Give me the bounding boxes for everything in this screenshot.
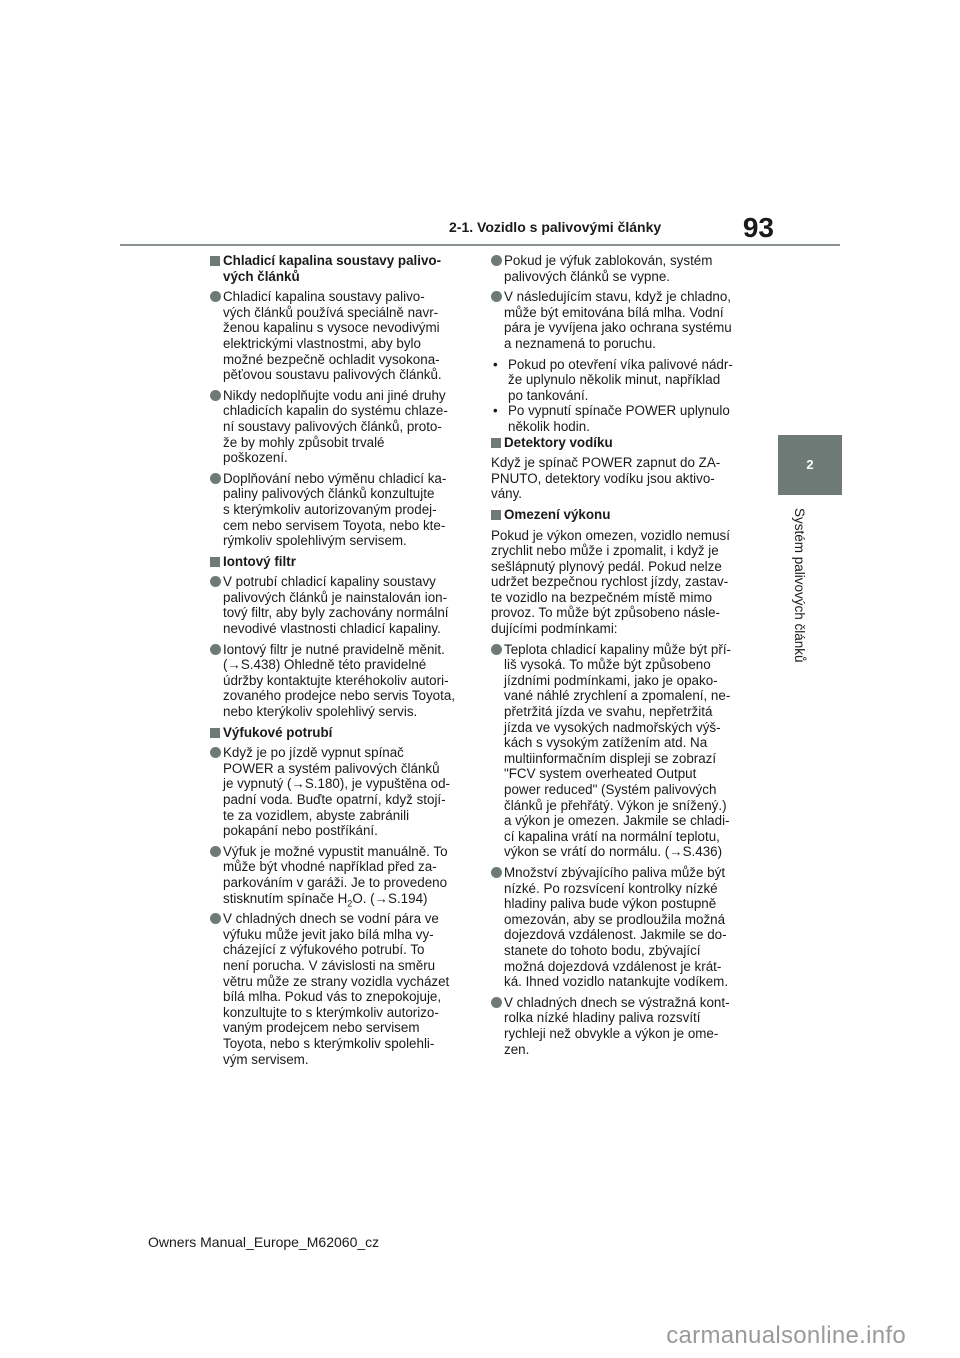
chapter-tab xyxy=(778,435,842,495)
circle-bullet-icon xyxy=(210,473,221,484)
text-line: nízké. Po rozsvícení kontrolky nízké xyxy=(504,880,718,896)
text-line: elektrickými vlastnostmi, aby bylo xyxy=(223,335,421,351)
text-line: nebo kterýkoliv spolehlivý servis. xyxy=(223,704,418,720)
text-line: výkon se vrátí do normálu. (→S.436) xyxy=(504,844,723,860)
text-line: vaným prodejcem nebo servisem xyxy=(223,1020,420,1036)
circle-bullet-icon xyxy=(491,644,502,655)
text-line: cházející z výfukového potrubí. To xyxy=(223,942,425,958)
text-line: Výfukové potrubí xyxy=(223,724,333,740)
text-line: Iontový filtr je nutné pravidelně měnit. xyxy=(223,641,445,657)
text-line: článků je přehřátý. Výkon je snížený.) xyxy=(504,797,727,813)
text-line: pára je vyvíjena jako ochrana systému xyxy=(504,320,732,336)
text-line: palivových článků je nainstalován ion- xyxy=(223,589,448,605)
section-heading xyxy=(210,725,472,741)
circle-bullet-icon xyxy=(491,997,502,1008)
square-bullet-icon xyxy=(210,728,220,738)
text-line: ženou kapalinu s vysoce nevodivými xyxy=(223,320,440,336)
text-line: a výkon je omezen. Jakmile se chladi- xyxy=(504,813,730,829)
text-line: stanete do tohoto bodu, zbývající xyxy=(504,942,701,958)
text-line: a neznamená to poruchu. xyxy=(504,335,656,351)
text-line: POWER a systém palivových článků xyxy=(223,760,440,776)
bullet-paragraph xyxy=(210,745,472,839)
square-bullet-icon xyxy=(491,510,501,520)
page-number: 93 xyxy=(742,212,774,243)
circle-bullet-icon xyxy=(210,913,221,924)
footer-manual-id: Owners Manual_Europe_M62060_cz xyxy=(148,1234,380,1250)
text-line: rychleji než obvykle a výkon je ome- xyxy=(504,1025,719,1041)
circle-bullet-icon xyxy=(210,644,221,655)
text-line: V chladných dnech se výstražná kont- xyxy=(504,994,730,1010)
text-line: rýmkoliv spolehlivým servisem. xyxy=(223,533,407,549)
sub-list-item xyxy=(491,357,753,404)
watermark-logo: carmanualsonline.info xyxy=(666,1322,906,1349)
text-line: te za vozidlem, abyste zabránili xyxy=(223,807,410,823)
body-paragraph xyxy=(491,528,753,637)
text-line: Nikdy nedoplňujte vodu ani jiné druhy xyxy=(223,387,446,403)
text-line: Když je spínač POWER zapnut do ZA- xyxy=(491,455,721,471)
text-line: Teplota chladicí kapaliny může být pří- xyxy=(504,641,732,657)
text-line: padní voda. Buďte opatrní, když stojí- xyxy=(223,792,446,807)
text-line: pěťovou soustavu palivových článků. xyxy=(223,367,442,383)
text-line: provoz. To může být způsobeno násle- xyxy=(491,605,721,621)
text-line: Doplňování nebo výměnu chladicí ka- xyxy=(223,470,447,486)
circle-bullet-icon xyxy=(491,255,502,266)
circle-bullet-icon xyxy=(210,846,221,857)
text-line: rolka nízké hladiny paliva rozsvítí xyxy=(504,1010,701,1026)
bullet-paragraph xyxy=(210,289,472,383)
text-line: že by mohly způsobit trvalé xyxy=(223,434,385,450)
circle-bullet-icon xyxy=(210,747,221,758)
text-line: může být emitována bílá mlha. Vodní xyxy=(504,304,724,320)
text-line: Pokud po otevření víka palivové nádr- xyxy=(508,356,733,372)
text-line: možné bezpečně ochladit vysokona- xyxy=(223,351,440,367)
text-line: konzultujte to s kterýmkoliv autorizo- xyxy=(223,1004,439,1020)
text-line: omezován, aby se prodloužila možná xyxy=(504,911,726,927)
text-line: hladiny paliva bude výkon postupně xyxy=(504,896,717,912)
text-line: není porucha. V závislosti na směru xyxy=(223,957,436,973)
text-line: stisknutím spínače $H_2O$. (→S.194) xyxy=(223,890,428,909)
text-line: jízdními podmínkami, jako je opako- xyxy=(504,672,718,688)
text-line: paliny palivových článků konzultujte xyxy=(223,486,435,502)
text-line: tový filtr, aby byly zachovány normální xyxy=(223,605,449,621)
circle-bullet-icon xyxy=(210,390,221,401)
text-line: (→S.438) Ohledně této pravidelné xyxy=(223,657,427,673)
section-heading xyxy=(210,554,472,570)
text-line: bílá mlha. Pokud vás to znepokojuje, xyxy=(223,989,442,1005)
section-heading xyxy=(491,507,753,523)
text-line: power reduced" (Systém palivových xyxy=(504,782,717,797)
text-line: liš vysoká. To může být způsobeno xyxy=(504,657,711,673)
bullet-paragraph xyxy=(210,843,472,909)
text-line: možná dojezdová vzdálenost je krát- xyxy=(504,958,722,974)
dot-bullet-icon: • xyxy=(493,356,498,372)
text-line: cem nebo servisem Toyota, nebo kte- xyxy=(223,517,446,533)
circle-bullet-icon xyxy=(210,291,221,302)
square-bullet-icon xyxy=(210,256,220,266)
bullet-paragraph xyxy=(491,995,753,1057)
bullet-paragraph xyxy=(210,471,472,549)
text-line: Po vypnutí spínače POWER uplynulo xyxy=(508,403,730,419)
section-title: 2-1. Vozidlo s palivovými články xyxy=(449,219,662,235)
circle-bullet-icon xyxy=(491,291,502,302)
text-line: vých článků používá speciálně navr- xyxy=(223,304,439,320)
text-line: parkováním v garáži. Je to provedeno xyxy=(223,874,448,890)
bullet-paragraph xyxy=(491,253,753,284)
circle-bullet-icon xyxy=(491,867,502,878)
bullet-paragraph xyxy=(210,388,472,466)
text-line: zrychlit nebo může i zpomalit, i když je xyxy=(491,543,719,559)
text-line: po tankování. xyxy=(508,387,589,403)
text-line: přetržitá jízda ve svahu, nepřetržitá xyxy=(504,704,713,720)
text-line: vým servisem. xyxy=(223,1051,309,1067)
text-line: ká. Ihned vozidlo natankujte vodíkem. xyxy=(504,974,729,990)
text-line: palivových článků se vypne. xyxy=(504,268,670,284)
bullet-paragraph xyxy=(210,574,472,636)
text-line: zovaného prodejce nebo servis Toyota, xyxy=(223,688,456,704)
text-line: vých článků xyxy=(223,268,300,284)
left-column xyxy=(210,253,472,1072)
text-line: sešlápnutý plynový pedál. Pokud nelze xyxy=(491,558,722,574)
chapter-side-label xyxy=(792,508,808,688)
text-line: větru může ze strany vozidla vycházet xyxy=(223,973,450,989)
text-line: dujícími podmínkami: xyxy=(491,621,618,637)
text-line: "FCV system overheated Output xyxy=(504,766,697,782)
section-heading xyxy=(210,253,472,284)
text-line: Toyota, nebo s kterýmkoliv spolehli- xyxy=(223,1035,435,1051)
chapter-number: 2 xyxy=(806,457,814,472)
header-divider xyxy=(120,244,840,246)
text-line: Chladicí kapalina soustavy palivo- xyxy=(223,253,442,268)
text-line: jízda ve vysokých nadmořských výš- xyxy=(504,719,721,735)
right-column xyxy=(491,253,753,1062)
text-line: že uplynulo několik minut, například xyxy=(508,372,721,388)
text-line: Množství zbývajícího paliva může být xyxy=(504,864,726,880)
text-line: Detektory vodíku xyxy=(504,434,613,450)
text-line: Výfuk je možné vypustit manuálně. To xyxy=(223,843,448,859)
text-line: může být vhodné například před za- xyxy=(223,859,437,875)
text-line: Pokud je výfuk zablokován, systém xyxy=(504,253,713,268)
text-line: multiinformačním displeji se zobrazí xyxy=(504,750,717,766)
text-line: V chladných dnech se vodní pára ve xyxy=(223,911,439,927)
text-line: údržby kontaktujte kteréhokoliv autori- xyxy=(223,672,449,688)
bullet-paragraph xyxy=(491,289,753,351)
text-line: Chladicí kapalina soustavy palivo- xyxy=(223,289,425,305)
bullet-paragraph xyxy=(491,642,753,860)
text-line: V následujícím stavu, když je chladno, xyxy=(504,289,732,305)
text-line: vány. xyxy=(491,486,523,502)
section-heading xyxy=(491,435,753,451)
dot-bullet-icon: • xyxy=(493,403,498,419)
text-line: poškození. xyxy=(223,450,288,466)
text-line: Pokud je výkon omezen, vozidlo nemusí xyxy=(491,527,730,543)
sub-list-item xyxy=(491,403,753,434)
text-line: několik hodin. xyxy=(508,418,590,434)
text-line: ní soustavy palivových článků, proto- xyxy=(223,418,442,434)
text-line: výfuku může jevit jako bílá mlha vy- xyxy=(223,926,434,942)
square-bullet-icon xyxy=(210,557,220,567)
bullet-paragraph xyxy=(491,865,753,990)
text-line: chladicích kapalin do systému chlaze- xyxy=(223,403,448,419)
text-line: Když je po jízdě vypnut spínač xyxy=(223,745,404,761)
text-line: zen. xyxy=(504,1041,530,1057)
text-line: Iontový filtr xyxy=(223,553,296,569)
bullet-paragraph xyxy=(210,911,472,1067)
text-line: nevodivé vlastnosti chladicí kapaliny. xyxy=(223,621,441,637)
square-bullet-icon xyxy=(491,438,501,448)
text-line: je vypnutý (→S.180), je vypuštěna od- xyxy=(223,776,451,792)
text-line: pokapání nebo postříkání. xyxy=(223,823,378,839)
body-paragraph xyxy=(491,455,753,502)
chapter-label-text: Systém palivových článků xyxy=(792,508,807,663)
text-line: PNUTO, detektory vodíku jsou aktivo- xyxy=(491,470,715,486)
text-line: te vozidlo na bezpečném místě mimo xyxy=(491,589,713,605)
bullet-paragraph xyxy=(210,642,472,720)
text-line: s kterýmkoliv autorizovaným prodej- xyxy=(223,501,437,517)
text-line: dojezdová vzdálenost. Jakmile se do- xyxy=(504,927,727,943)
text-line: udržet bezpečnou rychlost jízdy, zastav- xyxy=(491,574,729,590)
text-line: cí kapalina vrátí na normální teplotu, xyxy=(504,828,720,844)
text-line: kách s vysokým zatížením atd. Na xyxy=(504,735,708,751)
text-line: vané náhlé zrychlení a zpomalení, ne- xyxy=(504,688,731,704)
circle-bullet-icon xyxy=(210,576,221,587)
text-line: V potrubí chladicí kapaliny soustavy xyxy=(223,574,436,590)
text-line: Omezení výkonu xyxy=(504,506,611,522)
